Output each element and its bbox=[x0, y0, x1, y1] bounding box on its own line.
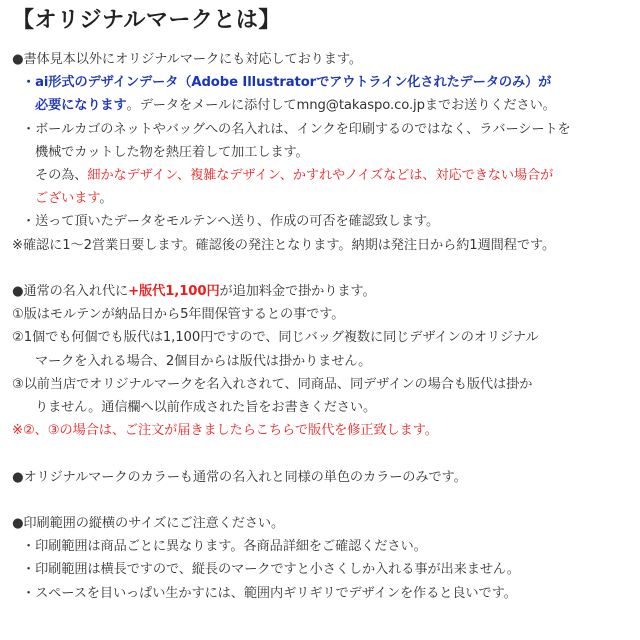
print-area-line-3: ・スペースを目いっぱい生かすには、範囲内ギリギリでデザインを作ると良いです。 bbox=[22, 585, 517, 601]
page-title: 【オリジナルマークとは】 bbox=[12, 8, 281, 33]
heat-press-line: 機械でカットした物を熱圧着して加工します。 bbox=[35, 144, 309, 160]
rubber-sheet-line: ・ボールカゴのネットやバッグへの名入れは、インクを印刷するのではなく、ラバーシートを bbox=[22, 121, 571, 137]
plate-reuse-line: ②1個でも何個でも版代は1,100円ですので、同じバッグ複数に同じデザインのオリジナル bbox=[12, 330, 539, 346]
design-warning-text: 細かなデザイン、複雑なデザイン、かすれやノイズなどは、対応できない場合が bbox=[87, 168, 554, 184]
print-area-line-2: ・印刷範囲は横長ですので、縦長のマークですと小さくしか入れる事が出来ません。 bbox=[22, 562, 520, 578]
ai-format-requirement-line bbox=[12, 71, 630, 94]
intro-line: ●書体見本以外にオリジナルマークにも対応しております。 bbox=[12, 52, 362, 67]
price-correction-note: ※②、③の場合は、ご注文が届きましたらこちらで版代を修正致します。 bbox=[12, 423, 438, 439]
previous-order-line: ③以前当店でオリジナルマークを名入れされて、同商品、同デザインの場合も版代は掛か bbox=[12, 376, 533, 392]
previous-order-line-cont: りません。通信欄へ以前作成された旨をお書きください。 bbox=[35, 400, 377, 416]
lead-time-note: ※確認に1～2営業日要します。確認後の発注となります。納期は発注日から約1週間程です。 bbox=[12, 237, 556, 253]
plate-fee-amount: +版代1,100円 bbox=[128, 284, 220, 300]
design-warning-period: 。 bbox=[99, 191, 113, 207]
design-warning-text-cont: ございます bbox=[35, 191, 100, 207]
plate-fee-suffix: が追加料金で掛かります。 bbox=[219, 284, 376, 300]
email-instruction-line bbox=[12, 94, 630, 117]
design-warning-line bbox=[12, 164, 630, 187]
print-area-line-1: ・印刷範囲は商品ごとに異なります。各商品詳細をご確認ください。 bbox=[22, 539, 427, 555]
color-note-line: ●オリジナルマークのカラーも通常の名入れと同様の単色のカラーのみです。 bbox=[12, 469, 467, 485]
design-warning-line-cont bbox=[12, 187, 630, 210]
print-area-heading: ●印刷範囲の縦横のサイズにご注意ください。 bbox=[12, 516, 285, 532]
plate-storage-line: ①版はモルテンが納品日から5年間保管するとの事です。 bbox=[12, 307, 345, 323]
ai-format-requirement-text: ・ai形式のデザインデータ（Adobe Illustratorでアウトライン化されたデータのみ）が bbox=[22, 75, 552, 91]
molten-check-line: ・送って頂いたデータをモルテンへ送り、作成の可否を確認致します。 bbox=[22, 214, 440, 230]
required-text: 必要になります bbox=[35, 98, 127, 114]
plate-fee-prefix: ●通常の名入れ代に bbox=[12, 284, 129, 300]
plate-reuse-line-cont: マークを入れる場合、2個目からは版代は掛かりません。 bbox=[35, 353, 372, 369]
email-instruction-text: 。データをメールに添付してmng@takaspo.co.jpまでお送りください。 bbox=[126, 98, 556, 114]
section-spacer bbox=[12, 442, 630, 465]
section-spacer bbox=[12, 257, 630, 280]
section-spacer bbox=[12, 489, 630, 512]
plate-fee-line bbox=[12, 280, 630, 303]
design-warning-prefix: その為、 bbox=[35, 168, 88, 184]
